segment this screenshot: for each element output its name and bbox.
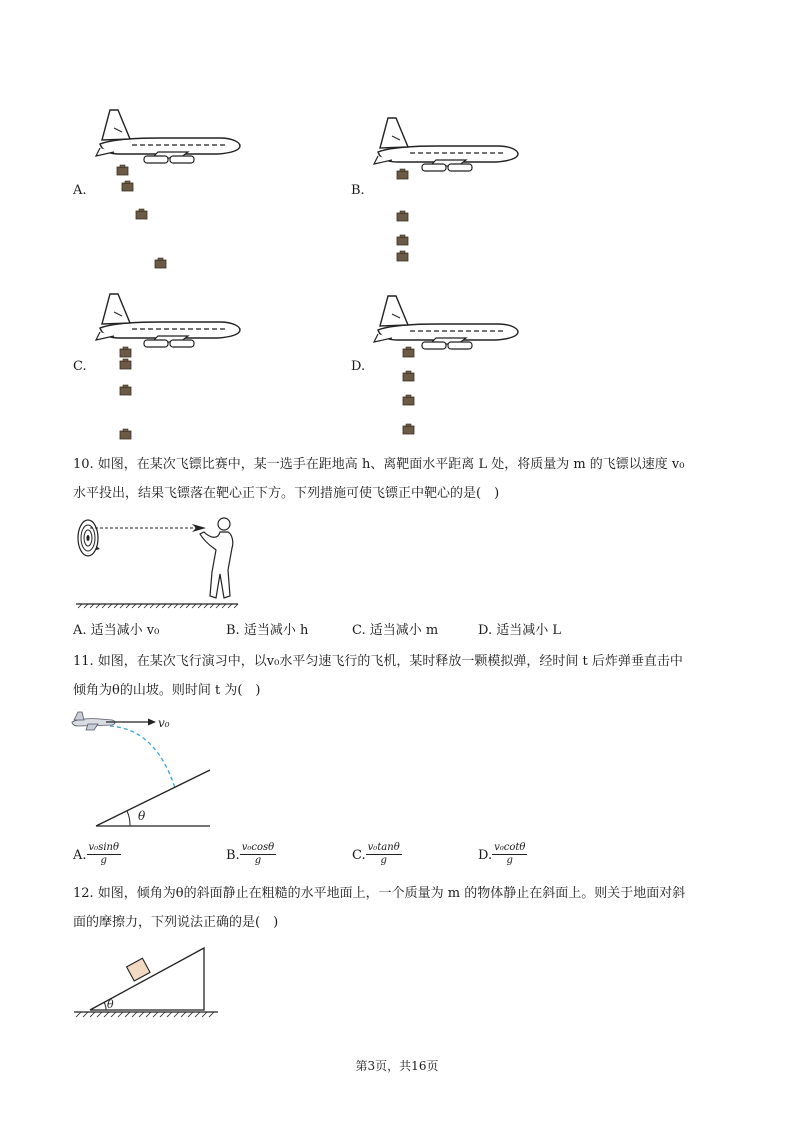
q11-option-d: D. $\frac{\text{v₀cotθ}}{g}$ xyxy=(478,842,526,866)
q11-stem-line1: 11. 如图，在某次飞行演习中，以v₀水平匀速飞行的飞机，某时释放一颗模拟弹，经时间 t 后炸弹垂直击中 xyxy=(73,654,683,669)
q10-option-a: A. 适当减小 v₀ xyxy=(73,623,160,638)
q11-stem-line2: 倾角为θ的山坡。则时间 t 为( ) xyxy=(73,683,261,698)
bomb-icon xyxy=(397,169,408,179)
bomb-icon xyxy=(117,165,128,175)
plane-figure-a-art xyxy=(94,106,254,276)
q10-option-b: B. 适当减小 h xyxy=(226,623,309,638)
angle-label: θ xyxy=(107,998,114,1011)
bomb-slope-figure xyxy=(70,708,220,833)
dartboard-icon xyxy=(78,520,100,556)
option-d-label: D. xyxy=(351,359,366,374)
option-a-label: A. xyxy=(73,183,87,198)
bomb-icon xyxy=(120,429,131,439)
q10-option-d: D. 适当减小 L xyxy=(478,623,561,638)
option-c-label: C. xyxy=(73,359,87,374)
q12-stem-line1: 12. 如图，倾角为θ的斜面静止在粗糙的水平地面上，一个质量为 m 的物体静止在斜面上。则关于地面对斜 xyxy=(73,886,686,901)
q11-option-c: C. $\frac{\text{v₀tanθ}}{g}$ xyxy=(352,842,400,866)
bomb-icon xyxy=(403,395,414,405)
plane-figure-b-art xyxy=(372,114,532,284)
angle-label: θ xyxy=(138,809,146,823)
bomb-icon xyxy=(155,258,166,268)
q10-stem-line2: 水平投出，结果飞镖落在靶心正下方。下列措施可使飞镖正中靶心的是( ) xyxy=(73,486,500,501)
bomb-icon xyxy=(120,347,131,357)
bomb-icon xyxy=(397,251,408,261)
dart-throw-figure xyxy=(72,512,242,612)
q10-option-c: C. 适当减小 m xyxy=(352,623,439,638)
plane-figure-c-art xyxy=(94,290,254,440)
bomb-icon xyxy=(403,347,414,357)
bomb-icon xyxy=(136,209,147,219)
jet-icon xyxy=(72,712,115,730)
bomb-icon xyxy=(120,385,131,395)
velocity-label: v₀ xyxy=(158,716,170,730)
q10-stem-line1: 10. 如图，在某次飞镖比赛中，某一选手在距地高 h、离靶面水平距离 L 处，将质量为 m 的飞镖以速度 v₀ xyxy=(73,457,685,472)
bomb-icon xyxy=(403,371,414,381)
q11-option-a: A. $\frac{\text{v₀sinθ}}{g}$ xyxy=(73,842,119,866)
plane-figure-d-art xyxy=(372,292,532,442)
bomb-icon xyxy=(122,181,133,191)
page-footer: 第3页，共16页 xyxy=(355,1059,439,1073)
option-b-label: B. xyxy=(351,183,365,198)
incline-block-figure xyxy=(72,940,222,1020)
bomb-icon xyxy=(397,235,408,245)
thrower-icon xyxy=(200,518,233,598)
bomb-icon xyxy=(120,359,131,369)
q11-option-b: B. $\frac{\text{v₀cosθ}}{g}$ xyxy=(226,842,275,866)
q12-stem-line2: 面的摩擦力，下列说法正确的是( ) xyxy=(73,915,279,930)
bomb-icon xyxy=(403,424,414,434)
block-icon xyxy=(127,958,150,981)
bomb-icon xyxy=(397,211,408,221)
